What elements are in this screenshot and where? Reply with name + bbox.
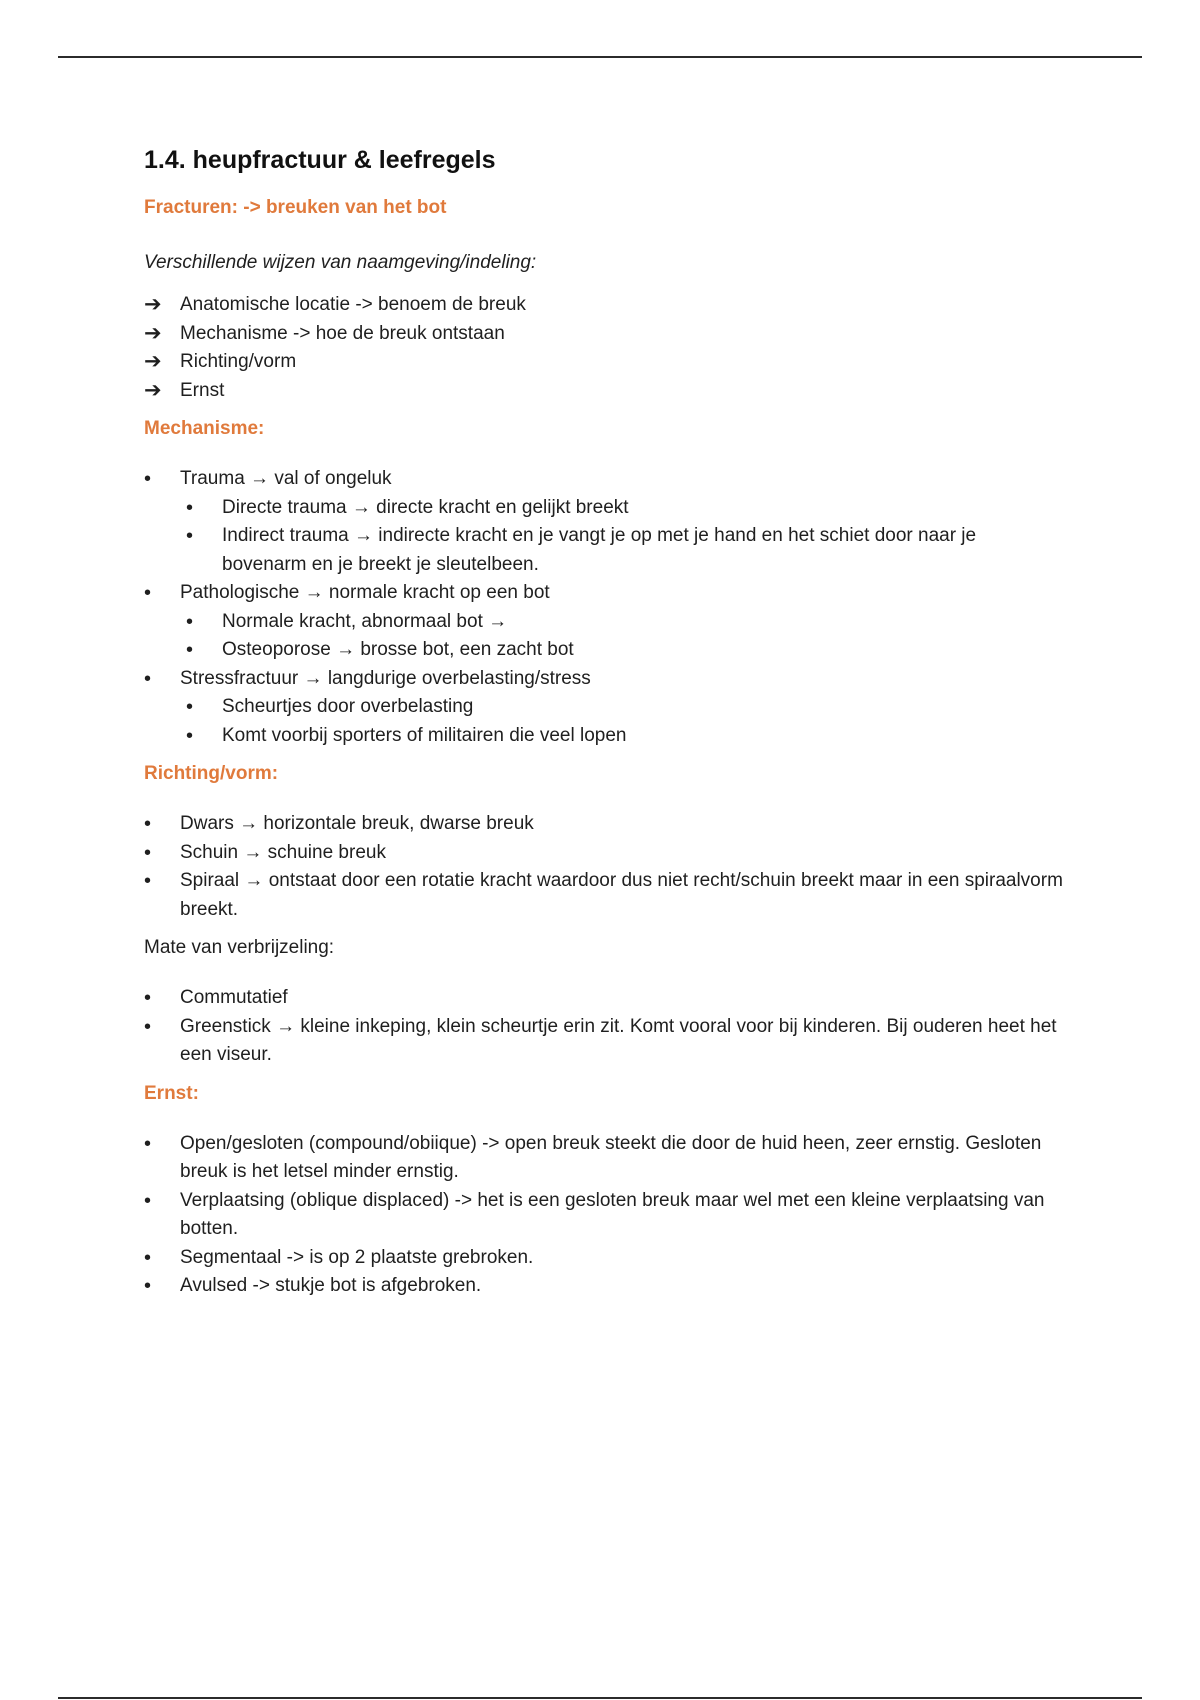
list-item: • Schuin → schuine breuk [144, 839, 1064, 868]
bullet-icon: • [186, 525, 194, 547]
ernst-list [144, 1130, 1064, 1301]
bullet-icon: • [144, 1189, 152, 1212]
bullet-icon: • [144, 1275, 152, 1297]
richting-heading: Richting/vorm: [144, 763, 279, 784]
list-item: • Avulsed -> stukje bot is afgebroken. [144, 1272, 1064, 1301]
bullet-icon: • [144, 813, 152, 835]
arrow-right-icon: ➔ [144, 293, 162, 316]
list-item: • Greenstick → kleine inkeping, klein scheurtje erin zit. Komt vooral voor bij kinderen. Bij ouderen heet het een viseur. [144, 1013, 1064, 1070]
mechanisme-heading: Mechanisme: [144, 418, 265, 439]
list-item: ➔ Anatomische locatie -> benoem de breuk [144, 291, 1064, 320]
bullet-icon: • [144, 1132, 152, 1155]
indeling-list [144, 291, 1064, 405]
fracturen-heading: Fracturen: -> breuken van het bot [144, 197, 447, 218]
list-item: • Osteoporose → brosse bot, een zacht bot [144, 636, 1064, 665]
list-item: • Stressfractuur → langdurige overbelasting/stress [144, 665, 1064, 694]
list-item: ➔ Richting/vorm [144, 348, 1064, 377]
bullet-icon: • [144, 870, 152, 892]
document-body [144, 142, 1064, 1301]
header-rule [58, 56, 1142, 58]
list-item: • Segmentaal -> is op 2 plaatste grebroken. [144, 1244, 1064, 1273]
stress-sublist [144, 693, 1064, 750]
bullet-icon: • [186, 724, 194, 747]
list-item: • Komt voorbij sporters of militairen die veel lopen [144, 722, 1064, 751]
bullet-icon: • [144, 987, 152, 1009]
bullet-icon: • [186, 696, 194, 718]
arrow-right-icon: ➔ [144, 321, 162, 345]
intro-text: Verschillende wijzen van naamgeving/indeling: [144, 252, 537, 273]
verbrijzeling-list [144, 984, 1064, 1070]
list-item: • Verplaatsing (oblique displaced) -> het is een gesloten breuk maar wel met een kleine verplaatsing van botten. [144, 1187, 1064, 1244]
arrow-right-icon: ➔ [144, 350, 162, 373]
bullet-icon: • [144, 468, 152, 490]
bullet-icon: • [186, 639, 194, 661]
ernst-heading: Ernst: [144, 1082, 199, 1104]
list-item: ➔ Mechanisme -> hoe de breuk ontstaan [144, 320, 1064, 349]
bullet-icon: • [186, 496, 194, 519]
footer-rule [58, 1697, 1142, 1699]
verbrijzeling-heading: Mate van verbrijzeling: [144, 937, 335, 958]
bullet-icon: • [144, 667, 152, 690]
bullet-icon: • [144, 1015, 152, 1038]
mechanisme-list [144, 465, 1064, 750]
bullet-icon: • [144, 582, 152, 604]
list-item: • Indirect trauma → indirecte kracht en je vangt je op met je hand en het schiet door naar je bovenarm en je breekt je sleutelbeen. [144, 522, 1064, 579]
list-item: • Pathologische → normale kracht op een bot [144, 579, 1064, 608]
list-item: • Dwars → horizontale breuk, dwarse breuk [144, 810, 1064, 839]
list-item: ➔ Ernst [144, 377, 1064, 406]
bullet-icon: • [144, 841, 152, 864]
trauma-sublist [144, 494, 1064, 580]
list-item: • Directe trauma → directe kracht en gelijkt breekt [144, 494, 1064, 523]
list-item: • Open/gesloten (compound/obiique) -> open breuk steekt die door de huid heen, zeer ernstig. Gesloten breuk is het letsel minder ernstig. [144, 1130, 1064, 1187]
list-item: • Normale kracht, abnormaal bot → [144, 608, 1064, 637]
list-item: • Commutatief [144, 984, 1064, 1013]
richting-list [144, 810, 1064, 924]
list-item: • Trauma → val of ongeluk [144, 465, 1064, 494]
list-item: • Scheurtjes door overbelasting [144, 693, 1064, 722]
bullet-icon: • [144, 1246, 152, 1269]
bullet-icon: • [186, 610, 194, 633]
list-item: • Spiraal → ontstaat door een rotatie kracht waardoor dus niet recht/schuin breekt maar in een spiraalvorm breekt. [144, 867, 1064, 924]
arrow-right-icon: ➔ [144, 378, 162, 402]
pathologische-sublist [144, 608, 1064, 665]
page-title: 1.4. heupfractuur & leefregels [144, 146, 496, 174]
